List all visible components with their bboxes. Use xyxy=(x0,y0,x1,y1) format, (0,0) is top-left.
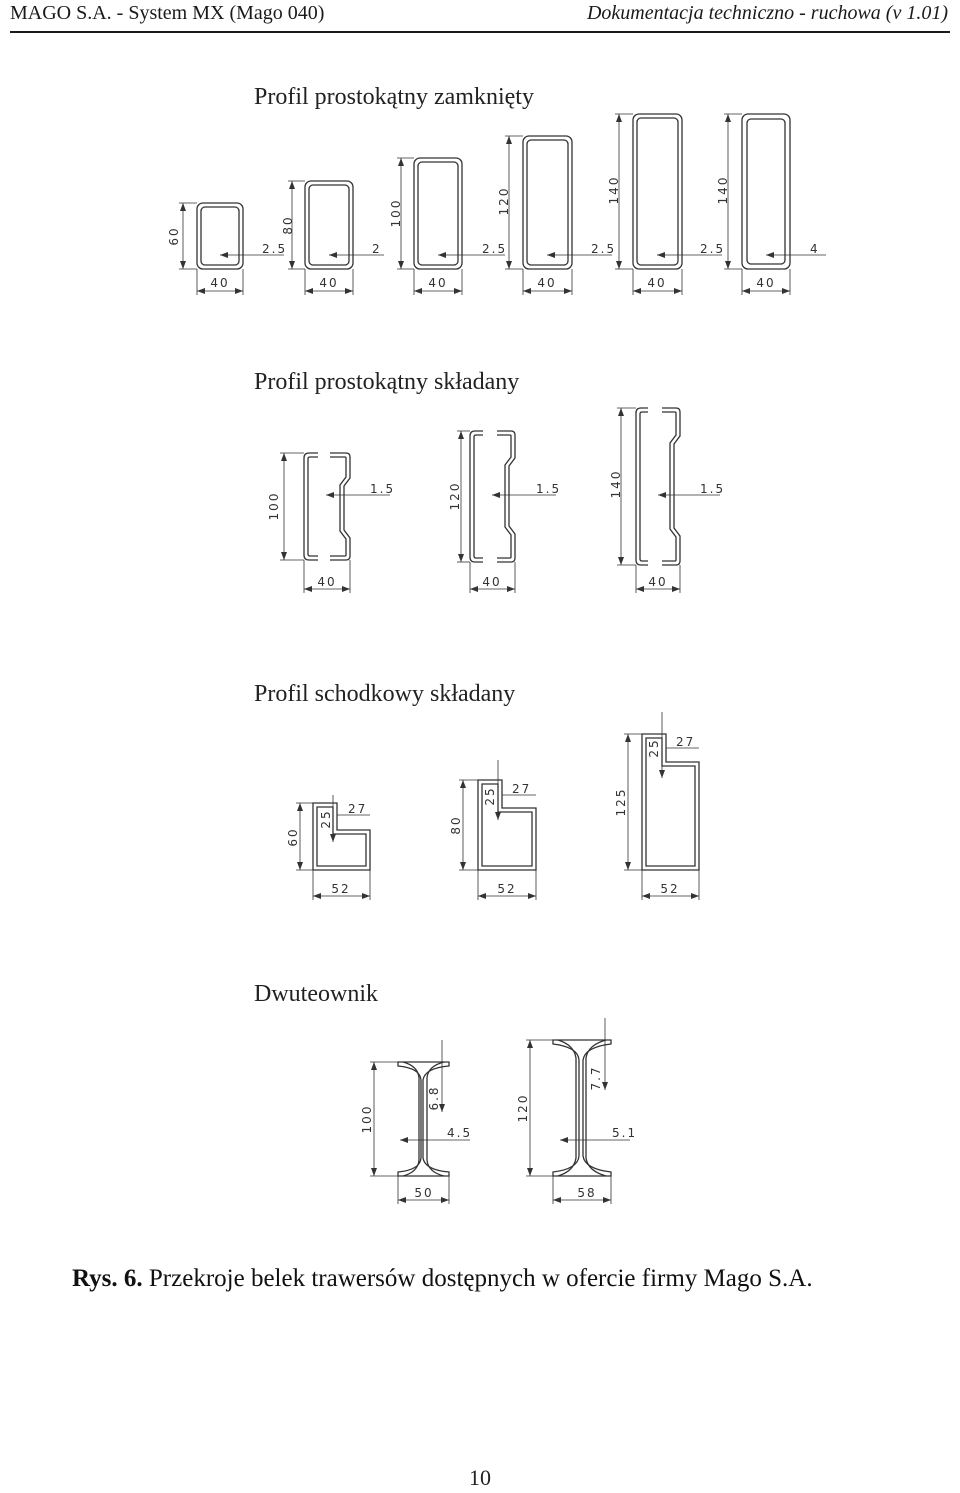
section-title-stepped: Profil schodkowy składany xyxy=(254,681,516,707)
dim-height-label: 120 xyxy=(448,481,462,511)
folded-profile-right xyxy=(662,408,680,565)
folded-profile-left xyxy=(304,453,318,560)
ibeam-web-left xyxy=(558,1040,576,1176)
closed-profile-outer xyxy=(523,136,572,269)
closed-profile-inner xyxy=(418,162,458,265)
dim-width-label: 50 xyxy=(414,1186,434,1200)
dim-height-label: 60 xyxy=(167,226,181,246)
folded-profile-2 xyxy=(448,431,561,593)
section-title-ibeam: Dwuteownik xyxy=(254,981,378,1007)
figure-caption-text: Przekroje belek trawersów dostępnych w ofercie firmy Mago S.A. xyxy=(142,1265,813,1292)
dim-step-label: 25 xyxy=(647,738,661,758)
folded-profile-left xyxy=(636,408,648,565)
dim-width-label: 58 xyxy=(577,1186,597,1200)
dim-thickness-label: 1.5 xyxy=(700,482,726,496)
header-title: MAGO S.A. - System MX (Mago 040) xyxy=(10,2,325,24)
dim-width-label: 40 xyxy=(537,276,557,290)
stepped-profile-2 xyxy=(449,760,536,900)
closed-profile-outer xyxy=(633,114,682,269)
dim-width-label: 40 xyxy=(319,276,339,290)
closed-profile-inner xyxy=(527,140,568,265)
closed-profile-inner xyxy=(637,118,678,265)
closed-profile-inner xyxy=(309,185,349,265)
dim-width-label: 40 xyxy=(647,276,667,290)
closed-profile-3 xyxy=(389,158,507,295)
closed-profile-5 xyxy=(607,114,725,295)
closed-profile-6 xyxy=(716,114,826,295)
ibeam-1 xyxy=(360,1040,472,1204)
closed-profile-inner xyxy=(747,119,785,264)
ibeam-web-right xyxy=(427,1062,444,1176)
dim-thickness-label: 2.5 xyxy=(262,242,288,256)
closed-profile-inner xyxy=(201,207,239,265)
dim-height-label: 100 xyxy=(389,198,403,228)
ibeam-web-right xyxy=(586,1040,606,1176)
ibeam-web-left xyxy=(403,1062,419,1176)
section-title-folded: Profil prostokątny składany xyxy=(254,369,520,395)
dim-thickness-label: 1.5 xyxy=(536,482,562,496)
dim-height-label: 100 xyxy=(360,1104,374,1134)
dim-flange-label: 7.7 xyxy=(589,1065,603,1091)
folded-profile-left xyxy=(470,431,483,562)
dim-flange-label: 6.8 xyxy=(427,1085,441,1111)
dim-height-label: 60 xyxy=(286,827,300,847)
dim-height-label: 140 xyxy=(609,469,623,499)
dim-thickness-label: 2 xyxy=(372,242,382,256)
closed-profile-2 xyxy=(281,181,384,295)
figure-caption-number: Rys. 6. xyxy=(72,1265,143,1292)
dim-height-label: 100 xyxy=(267,491,281,521)
dim-thickness-label: 2.5 xyxy=(700,242,726,256)
dim-web-label: 5.1 xyxy=(612,1126,638,1140)
dim-notch-label: 27 xyxy=(676,735,696,749)
section-title-closed: Profil prostokątny zamknięty xyxy=(254,84,534,110)
closed-profile-4 xyxy=(497,136,616,295)
dim-thickness-label: 1.5 xyxy=(370,482,396,496)
stepped-profile-1 xyxy=(286,795,370,900)
dim-width-label: 40 xyxy=(317,575,337,589)
dim-notch-label: 27 xyxy=(512,782,532,796)
dim-height-label: 80 xyxy=(449,815,463,835)
dim-height-label: 125 xyxy=(614,787,628,817)
dim-height-label: 120 xyxy=(516,1093,530,1123)
folded-profile-3 xyxy=(609,408,725,593)
closed-profile-outer xyxy=(742,114,790,269)
dim-width-label: 40 xyxy=(756,276,776,290)
dim-step-label: 25 xyxy=(319,809,333,829)
dim-step-label: 25 xyxy=(483,786,497,806)
dim-width-label: 40 xyxy=(482,575,502,589)
closed-profile-outer xyxy=(305,181,353,269)
dim-thickness-label: 2.5 xyxy=(591,242,617,256)
header-doc-version: Dokumentacja techniczno - ruchowa (v 1.01) xyxy=(586,2,948,24)
dim-height-label: 80 xyxy=(281,215,295,235)
ibeam-2 xyxy=(516,1018,637,1204)
closed-profile-outer xyxy=(414,158,462,269)
folded-profile-1 xyxy=(267,453,395,593)
folded-profile-left-inner xyxy=(474,435,483,558)
figure-caption xyxy=(72,1265,813,1293)
dim-width-label: 40 xyxy=(428,276,448,290)
dim-width-label: 40 xyxy=(210,276,230,290)
dim-thickness-label: 2.5 xyxy=(482,242,508,256)
dim-web-label: 4.5 xyxy=(447,1126,473,1140)
ibeam-outline xyxy=(553,1040,611,1176)
closed-profile-1 xyxy=(167,203,287,295)
dim-notch-label: 27 xyxy=(348,802,368,816)
page-number: 10 xyxy=(469,1465,491,1490)
folded-profile-left-inner xyxy=(640,412,648,561)
dim-width-label: 52 xyxy=(660,882,680,896)
ibeam-outline xyxy=(398,1062,449,1176)
dim-height-label: 120 xyxy=(497,186,511,216)
stepped-profile-3 xyxy=(614,712,699,900)
dim-thickness-label: 4 xyxy=(810,242,820,256)
dim-width-label: 40 xyxy=(648,575,668,589)
dim-height-label: 140 xyxy=(716,175,730,205)
dim-width-label: 52 xyxy=(331,882,351,896)
folded-profile-right xyxy=(497,431,515,562)
dim-width-label: 52 xyxy=(497,882,517,896)
dim-height-label: 140 xyxy=(607,175,621,205)
folded-profile-left-inner xyxy=(308,457,318,556)
closed-profile-outer xyxy=(197,203,243,269)
